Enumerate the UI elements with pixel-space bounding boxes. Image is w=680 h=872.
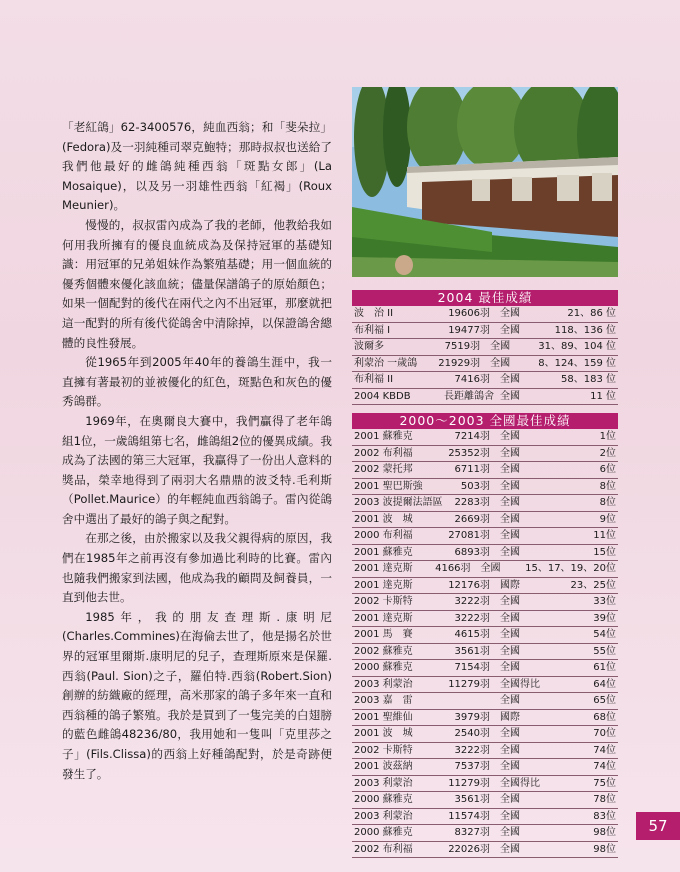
bird-count: 7416羽 (454, 374, 490, 385)
race-scope: 全國 (500, 530, 520, 541)
bird-count: 22026羽 (448, 843, 490, 855)
race-scope: 全國 (500, 744, 520, 756)
table-row (352, 446, 618, 463)
placing: 74位 (593, 761, 616, 772)
placing: 33位 (593, 596, 616, 607)
race-scope: 全國 (500, 810, 520, 822)
placing: 118、136 位 (554, 324, 616, 336)
article-paragraph: 在那之後，由於搬家以及我父親得病的原因，我們在1985年之前再沒有參加過比利時的比賽。雷內也隨我們搬家到法國，他成為我的顧問及飼養員，一直到他去世。 (62, 531, 332, 605)
bird-count: 7519羽 (444, 341, 481, 352)
placing: 8位 (599, 497, 616, 508)
race-name: 2003 利蒙治 (354, 810, 413, 822)
race-name: 2001 波 城 (354, 513, 413, 525)
race-scope: 全國得比 (500, 777, 540, 789)
placing: 58、183 位 (561, 374, 616, 385)
bird-count: 503羽 (460, 480, 490, 492)
race-name: 2002 卡斯特 (354, 744, 413, 756)
bird-count (444, 693, 490, 709)
placing: 65位 (593, 695, 616, 706)
table-row (352, 693, 618, 710)
race-name: 2001 馬 賽 (354, 629, 413, 640)
table-row (352, 429, 618, 446)
race-name: 波 治 II (354, 308, 394, 319)
race-scope: 全國 (490, 357, 511, 369)
table-row (352, 389, 618, 406)
placing: 39位 (593, 612, 616, 624)
race-scope: 全國 (500, 728, 520, 739)
race-name: 2002 蘇雅克 (354, 645, 413, 657)
bird-count: 11574羽 (448, 810, 490, 822)
race-scope: 全國 (500, 308, 520, 319)
race-scope: 全國 (500, 596, 520, 607)
race-name: 布利福 II (354, 374, 394, 385)
race-name: 2001 達克斯 (354, 563, 413, 574)
table-row (352, 644, 618, 661)
table-row (352, 306, 618, 323)
race-scope: 國際 (500, 579, 520, 591)
table-row (352, 677, 618, 694)
table-row (352, 842, 618, 859)
bird-count: 3222羽 (454, 612, 490, 624)
race-scope: 全國 (500, 324, 520, 336)
table-row (352, 323, 618, 340)
table-row (352, 372, 618, 389)
article-body (62, 118, 332, 784)
table-2000-2003-title: 2000～2003 全國最佳成績 (352, 413, 618, 429)
race-scope: 全國 (500, 374, 520, 385)
bird-count: 長距離鴿舍 (444, 390, 494, 402)
race-scope: 全國 (500, 612, 520, 624)
bird-count: 3222羽 (454, 744, 490, 756)
placing: 54位 (593, 629, 616, 640)
bird-count: 3561羽 (454, 645, 490, 657)
table-row (352, 660, 618, 677)
placing: 68位 (593, 711, 616, 723)
article-paragraph: 1985年，我的朋友查理斯.康明尼(Charles.Commines)在海倫去世了，他是揚名於世界的冠軍里爾斯.康明尼的兒子，查理斯原來是保羅.西翁(Paul. Sion)之子，羅伯特.西翁(Robert.Sion)創辦的紡織廠的經理，高米那家的鴿子多年來一直和西翁種的鴿子繁殖。我於是買到了一隻完美的白翅膀的藍色雌鴿48236/80，我用她和一隻叫「克里莎之子」(Fils.Clissa)的西翁上好種鴿配對，於是奇跡便發生了。 (62, 609, 332, 781)
table-row (352, 528, 618, 545)
race-name: 布利福 I (354, 324, 391, 336)
table-row (352, 809, 618, 826)
race-name: 2001 聖維仙 (354, 711, 413, 723)
table-row (352, 710, 618, 727)
bird-count: 19606羽 (448, 308, 490, 319)
placing: 61位 (593, 662, 616, 673)
bird-count: 6893羽 (454, 546, 490, 558)
bird-count: 4166羽 (435, 563, 471, 574)
bird-count: 7214羽 (454, 431, 490, 442)
placing: 70位 (593, 728, 616, 739)
race-scope: 全國 (500, 497, 520, 508)
bird-count: 8327羽 (454, 827, 490, 838)
race-name: 2001 達克斯 (354, 579, 413, 591)
article-paragraph: 慢慢的，叔叔雷內成為了我的老師，他教給我如何用我所擁有的優良血統成為及保持冠軍的基礎知識：用冠軍的兄弟姐妹作為繁殖基礎；用一個血統的優秀個體來優化該血統；儘量保譜鴿子的原始顏色；如果一個配對的後代在兩代之內不出冠軍，那麼就把這一配對的所有後代從鴿舍中清除掉，以保證鴿舍總體的良性發展。 (62, 217, 332, 350)
bird-count: 2540羽 (454, 728, 490, 739)
placing: 64位 (593, 678, 616, 690)
table-row (352, 462, 618, 479)
race-name: 2003 利蒙治 (354, 777, 413, 789)
bird-count: 25352羽 (448, 447, 490, 459)
race-name: 2001 波 城 (354, 728, 413, 739)
race-scope: 全國 (500, 629, 520, 640)
bird-count: 2669羽 (454, 513, 490, 525)
placing: 1位 (599, 431, 616, 442)
table-row (352, 545, 618, 562)
race-name: 2000 蘇雅克 (354, 794, 413, 805)
bird-count: 3222羽 (454, 596, 490, 607)
placing: 8、124、159 位 (538, 357, 616, 369)
race-scope: 全國 (500, 645, 520, 657)
race-scope: 全國 (480, 563, 501, 574)
placing: 83位 (593, 810, 616, 822)
race-name: 利蒙治 一歲鴿 (354, 357, 418, 369)
race-name: 2000 蘇雅克 (354, 827, 413, 838)
table-row (352, 726, 618, 743)
race-scope: 國際 (500, 711, 520, 723)
article-paragraph: 「老紅鴿」62-3400576，純血西翁；和「斐朵拉」(Fedora)及一羽純種司翠克鮑特；那時叔叔也送給了我們他最好的雌鴿純種西翁「斑點女郎」(La Mosaique)，以及另一羽雄性西翁「紅褐」(Roux Meunier)。 (62, 120, 332, 213)
table-row (352, 776, 618, 793)
table-row (352, 578, 618, 595)
race-scope: 全國 (500, 546, 520, 558)
bird-count: 3979羽 (454, 711, 490, 723)
race-name: 2002 布利福 (354, 843, 413, 855)
bird-count: 19477羽 (448, 324, 490, 336)
table-row (352, 792, 618, 809)
race-name: 2000 蘇雅克 (354, 662, 413, 673)
loft-photo-image (352, 87, 618, 277)
table-2000-2003-best-results (352, 413, 618, 858)
table-2004-title: 2004 最佳成績 (352, 290, 618, 306)
table-row (352, 339, 618, 356)
placing: 8位 (599, 480, 616, 492)
race-name: 2001 達克斯 (354, 612, 413, 624)
bird-count: 7154羽 (454, 662, 490, 673)
race-name: 2001 聖巴斯強 (354, 480, 423, 492)
table-row (352, 512, 618, 529)
placing: 98位 (593, 843, 616, 855)
bird-count: 12176羽 (448, 579, 490, 591)
race-scope: 全國 (500, 761, 520, 772)
race-name: 2002 布利福 (354, 447, 413, 459)
placing: 21、86 位 (567, 308, 616, 319)
race-scope: 全國 (500, 390, 520, 402)
placing: 74位 (593, 744, 616, 756)
race-scope: 全國 (500, 827, 520, 838)
bird-count: 21929羽 (438, 357, 481, 369)
race-scope: 全國 (500, 431, 520, 442)
table-row (352, 479, 618, 496)
bird-count: 4615羽 (454, 629, 490, 640)
bird-count: 2283羽 (454, 497, 490, 508)
bird-count: 3561羽 (454, 794, 490, 805)
placing: 15、17、19、20位 (525, 563, 617, 574)
bird-count: 6711羽 (454, 464, 490, 475)
bird-count: 27081羽 (448, 530, 490, 541)
race-scope: 全國 (500, 695, 520, 706)
race-name: 2003 利蒙治 (354, 678, 413, 690)
race-scope: 全國 (500, 662, 520, 673)
placing: 55位 (593, 645, 616, 657)
race-name: 2001 蘇雅克 (354, 431, 413, 442)
page-number: 57 (636, 812, 680, 840)
table-row (352, 825, 618, 842)
race-scope: 全國 (500, 480, 520, 492)
placing: 11 位 (590, 390, 616, 402)
table-row (352, 611, 618, 628)
loft-photo (352, 87, 618, 277)
bird-count: 11279羽 (448, 678, 490, 690)
placing: 23、25位 (570, 579, 616, 591)
article-paragraph: 1969年，在奧爾良大賽中，我們贏得了老年鴿組1位，一歲鴿組第七名，雌鴿組2位的優異成績。我成為了法國的第三大冠軍，我贏得了一份出人意料的獎品，榮幸地得到了兩羽大名鼎鼎的波爻特.毛利斯（Pollet.Maurice）的年輕純血西翁鴿子。雷內從鴿舍中選出了最好的鴿子與之配對。 (62, 413, 332, 526)
placing: 75位 (593, 777, 616, 789)
placing: 78位 (593, 794, 616, 805)
race-scope: 全國 (500, 843, 520, 855)
placing: 31、89、104 位 (538, 341, 616, 352)
placing: 11位 (593, 530, 616, 541)
race-name: 2004 KBDB (354, 390, 411, 402)
table-2004-best-results (352, 290, 618, 405)
race-name: 2002 蒙托邦 (354, 464, 413, 475)
race-name: 波爾多 (354, 341, 384, 352)
race-name: 2003 嘉 雷 (354, 695, 413, 706)
table-row (352, 356, 618, 373)
race-scope: 全國 (490, 341, 511, 352)
bird-count: 7537羽 (454, 761, 490, 772)
table-row (352, 594, 618, 611)
race-name: 2001 蘇雅克 (354, 546, 413, 558)
race-name: 2000 布利福 (354, 530, 413, 541)
race-scope: 全國 (500, 513, 520, 525)
race-name: 2001 波茲納 (354, 761, 413, 772)
placing: 2位 (599, 447, 616, 459)
race-scope: 全國 (500, 794, 520, 805)
race-name: 2003 波提爾法語區 (354, 497, 443, 508)
placing: 6位 (599, 464, 616, 475)
race-scope: 全國 (500, 464, 520, 475)
article-paragraph: 從1965年到2005年40年的養鴿生涯中，我一直擁有著最初的並被優化的紅色，斑點色和灰色的優秀鴿群。 (62, 355, 332, 409)
race-name: 2002 卡斯特 (354, 596, 413, 607)
bird-count: 11279羽 (448, 777, 490, 789)
placing: 9位 (599, 513, 616, 525)
table-row (352, 743, 618, 760)
table-row (352, 561, 618, 578)
race-scope: 全國 (500, 447, 520, 459)
race-scope: 全國得比 (500, 678, 540, 690)
placing: 15位 (593, 546, 616, 558)
table-row (352, 495, 618, 512)
table-row (352, 759, 618, 776)
placing: 98位 (593, 827, 616, 838)
table-row (352, 627, 618, 644)
